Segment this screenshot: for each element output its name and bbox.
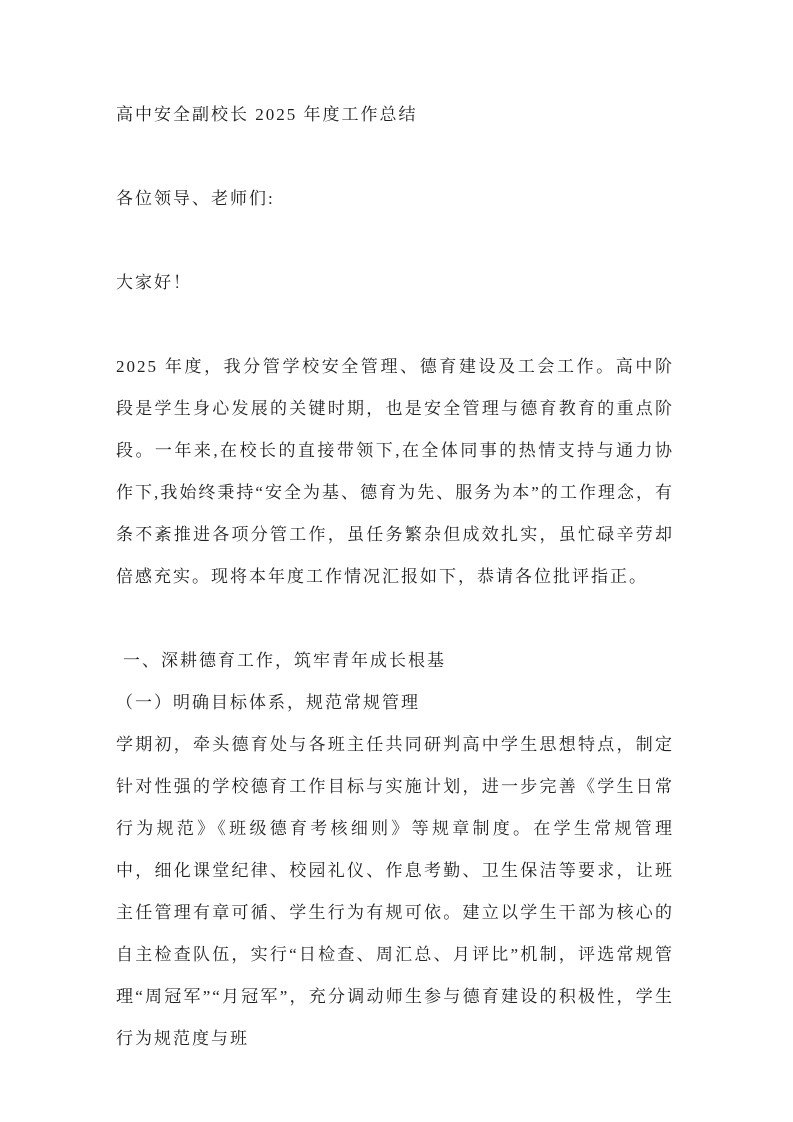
section-heading: 一、深耕德育工作，筑牢青年成长根基 (123, 651, 446, 670)
doc-title: 高中安全副校长 2025 年度工作总结 (116, 105, 418, 124)
body-paragraph: 学期初，牵头德育处与各班主任共同研判高中学生思想特点，制定针对性强的学校德育工作目标与实施计划，进一步完善《学生日常行为规范》《班级德育考核细则》等规章制度。在学生常规管理中，细化课堂纪律、校园礼仪、作息考勤、卫生保洁等要求，让班主任管理有章可循、学生行为有规可依。建立以学生干部为核心的自主检查队伍，实行“日检查、周汇总、月评比”机制，评选常规管理“周冠军”“月冠军”，充分调动师生参与德育建设的积极性，学生行为规范度与班 (116, 735, 674, 1048)
subsection-heading: （一）明确目标体系，规范常规管理 (116, 693, 420, 712)
intro-paragraph: 2025 年度，我分管学校安全管理、德育建设及工会工作。高中阶段是学生身心发展的关键时期，也是安全管理与德育教育的重点阶段。一年来,在校长的直接带领下,在全体同事的热情支持与通力协作下,我始终秉持“安全为基、德育为先、服务为本”的工作理念，有条不紊推进各项分管工作，虽任务繁杂但成效扎实，虽忙碌辛劳却倍感充实。现将本年度工作情况汇报如下，恭请各位批评指正。 (116, 357, 674, 586)
salutation: 各位领导、老师们: (116, 189, 275, 208)
greeting: 大家好！ (116, 273, 192, 292)
